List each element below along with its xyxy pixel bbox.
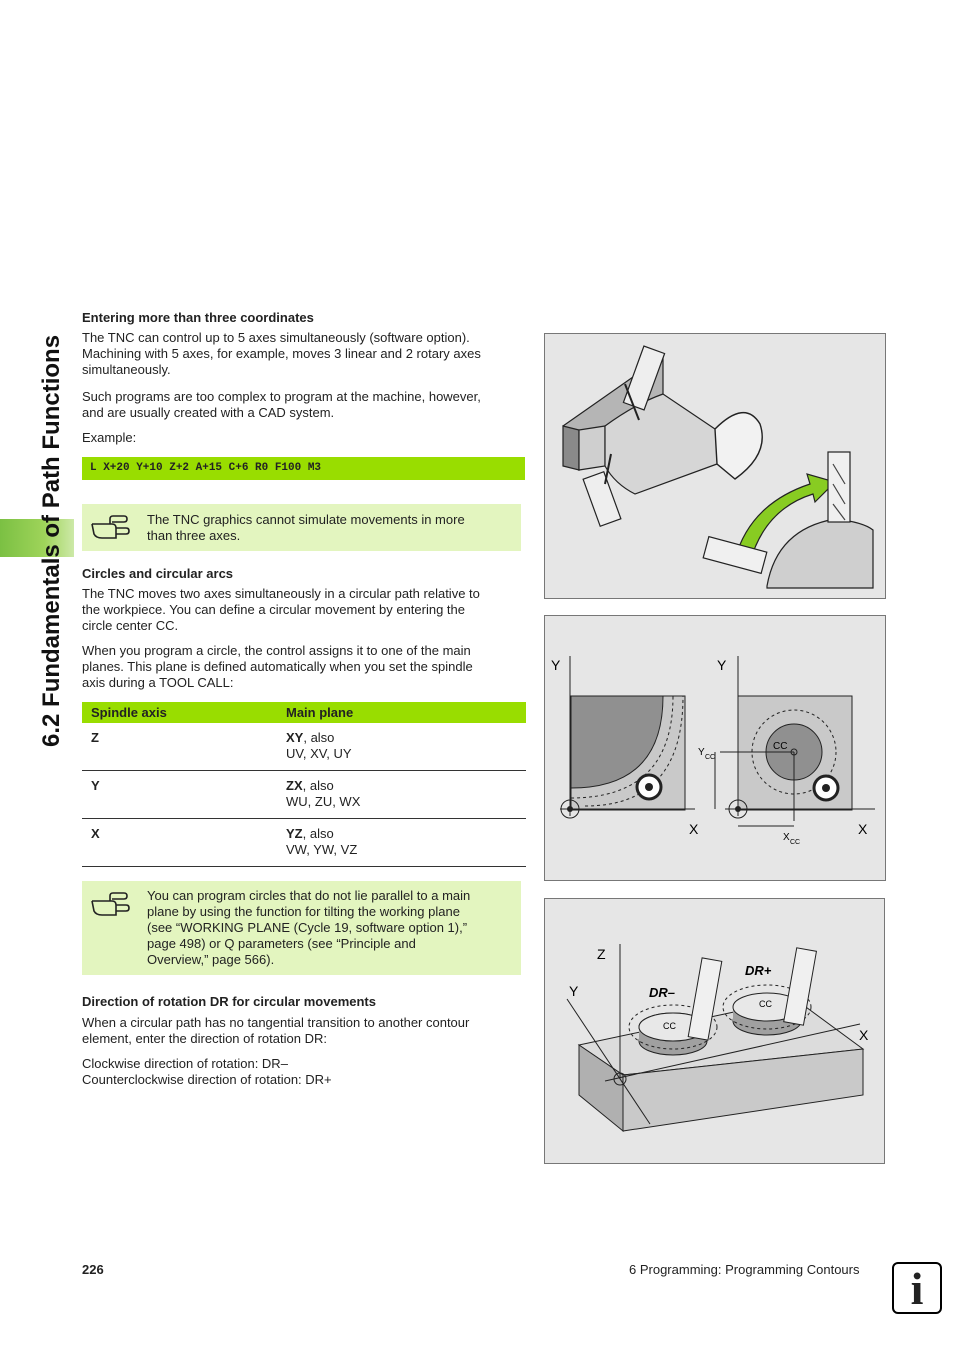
cell-axis: Z bbox=[82, 723, 277, 771]
table-row bbox=[82, 723, 526, 771]
paragraph-5-axes bbox=[82, 330, 481, 378]
table-row bbox=[82, 819, 526, 867]
xcc-subscript: CC bbox=[790, 839, 801, 846]
heading-circles: Circles and circular arcs bbox=[82, 566, 234, 581]
pointing-hand-icon bbox=[90, 514, 132, 540]
ycc-subscript: CC bbox=[705, 754, 716, 761]
column-header: Main plane bbox=[277, 702, 526, 723]
text-line: element, enter the direction of rotation DR: bbox=[82, 1031, 327, 1046]
plane-suffix: , also bbox=[302, 778, 334, 793]
text-line: When you program a circle, the control assigns it to one of the main bbox=[82, 643, 471, 658]
text-line: circle center CC. bbox=[82, 618, 179, 633]
pointing-hand-icon bbox=[90, 891, 132, 917]
plane-alternates: VW, YW, VZ bbox=[286, 842, 358, 857]
plane-alternates: UV, XV, UY bbox=[286, 746, 352, 761]
note-line: page 498) or Q parameters (see “Principle and bbox=[147, 936, 416, 951]
paragraph-cad bbox=[82, 389, 481, 421]
code-example: L X+20 Y+10 Z+2 A+15 C+6 R0 F100 M3 bbox=[82, 457, 525, 480]
plane-alternates: WU, ZU, WX bbox=[286, 794, 361, 809]
figure-5-axis-machining bbox=[544, 333, 886, 599]
example-label: Example: bbox=[82, 430, 137, 445]
note-line: plane by using the function for tilting the working plane bbox=[147, 904, 460, 919]
text-line: The TNC can control up to 5 axes simultaneously (software option). bbox=[82, 330, 470, 345]
xcc-label: X bbox=[783, 832, 790, 843]
counterclockwise-text: Counterclockwise direction of rotation: DR+ bbox=[82, 1072, 332, 1087]
axis-label-y-left: Y bbox=[551, 657, 561, 673]
info-icon[interactable] bbox=[892, 1262, 942, 1314]
cc-label-right: CC bbox=[759, 999, 772, 1009]
text-line: and are usually created with a CAD system. bbox=[82, 405, 335, 420]
five-axis-illustration bbox=[545, 334, 885, 598]
cell-axis: X bbox=[82, 819, 277, 867]
dr-minus-label: DR– bbox=[649, 985, 676, 1000]
text-line: simultaneously. bbox=[82, 362, 171, 377]
info-glyph: i bbox=[910, 1263, 924, 1314]
clockwise-text: Clockwise direction of rotation: DR– bbox=[82, 1056, 288, 1071]
sidebar-title-text: 6.2 Fundamentals of Path Functions bbox=[38, 334, 65, 747]
column-header: Spindle axis bbox=[82, 702, 277, 723]
cc-label: CC bbox=[773, 741, 788, 752]
plane-name: ZX bbox=[286, 778, 303, 793]
cell-plane bbox=[277, 771, 526, 819]
cell-plane bbox=[277, 819, 526, 867]
paragraph-circle-center bbox=[82, 586, 480, 634]
rotation-direction-diagram bbox=[545, 899, 884, 1163]
heading-more-coordinates: Entering more than three coordinates bbox=[82, 310, 314, 325]
plane-suffix: , also bbox=[302, 826, 334, 841]
circle-center-diagram bbox=[545, 616, 885, 880]
note-box-tilted-plane bbox=[82, 881, 521, 975]
axis-label-z: Z bbox=[597, 946, 606, 962]
cell-axis: Y bbox=[82, 771, 277, 819]
text-line: When a circular path has no tangential transition to another contour bbox=[82, 1015, 470, 1030]
note-line: (see “WORKING PLANE (Cycle 19, software option 1),” bbox=[147, 920, 468, 935]
text-line: Such programs are too complex to program at the machine, however, bbox=[82, 389, 481, 404]
axis-label-x-left: X bbox=[689, 821, 699, 837]
footer-chapter: 6 Programming: Programming Contours bbox=[629, 1262, 860, 1277]
axis-label-y: Y bbox=[569, 983, 579, 999]
cc-label-left: CC bbox=[663, 1021, 676, 1031]
text-line: The TNC moves two axes simultaneously in a circular path relative to bbox=[82, 586, 480, 601]
table-row bbox=[82, 771, 526, 819]
note-line: You can program circles that do not lie parallel to a main bbox=[147, 888, 471, 903]
paragraph-no-tangential bbox=[82, 1015, 469, 1047]
text-line: planes. This plane is defined automatically when you set the spindle bbox=[82, 659, 473, 674]
figure-direction-rotation bbox=[544, 898, 885, 1164]
axis-label-x: X bbox=[859, 1027, 869, 1043]
note-line: Overview,” page 566). bbox=[147, 952, 275, 967]
axis-label-y-right: Y bbox=[717, 657, 727, 673]
paragraph-main-planes bbox=[82, 643, 473, 691]
note-line: than three axes. bbox=[147, 528, 241, 543]
page-number: 226 bbox=[82, 1262, 104, 1277]
spindle-axis-table bbox=[82, 702, 526, 867]
axis-label-x-right: X bbox=[858, 821, 868, 837]
figure-circle-center bbox=[544, 615, 886, 881]
plane-name: YZ bbox=[286, 826, 303, 841]
text-line: Machining with 5 axes, for example, moves 3 linear and 2 rotary axes bbox=[82, 346, 481, 361]
plane-name: XY bbox=[286, 730, 304, 745]
chapter-sidebar-title bbox=[8, 0, 68, 760]
cell-plane bbox=[277, 723, 526, 771]
note-line: The TNC graphics cannot simulate movements in more bbox=[147, 512, 465, 527]
plane-suffix: , also bbox=[303, 730, 335, 745]
note-box-graphics bbox=[82, 504, 521, 551]
table-header-row bbox=[82, 702, 526, 723]
text-line: axis during a TOOL CALL: bbox=[82, 675, 234, 690]
heading-direction-rotation: Direction of rotation DR for circular movements bbox=[82, 994, 376, 1009]
ycc-label: Y bbox=[698, 747, 705, 758]
paragraph-dr-values bbox=[82, 1056, 332, 1088]
dr-plus-label: DR+ bbox=[745, 963, 772, 978]
text-line: the workpiece. You can define a circular movement by entering the bbox=[82, 602, 466, 617]
